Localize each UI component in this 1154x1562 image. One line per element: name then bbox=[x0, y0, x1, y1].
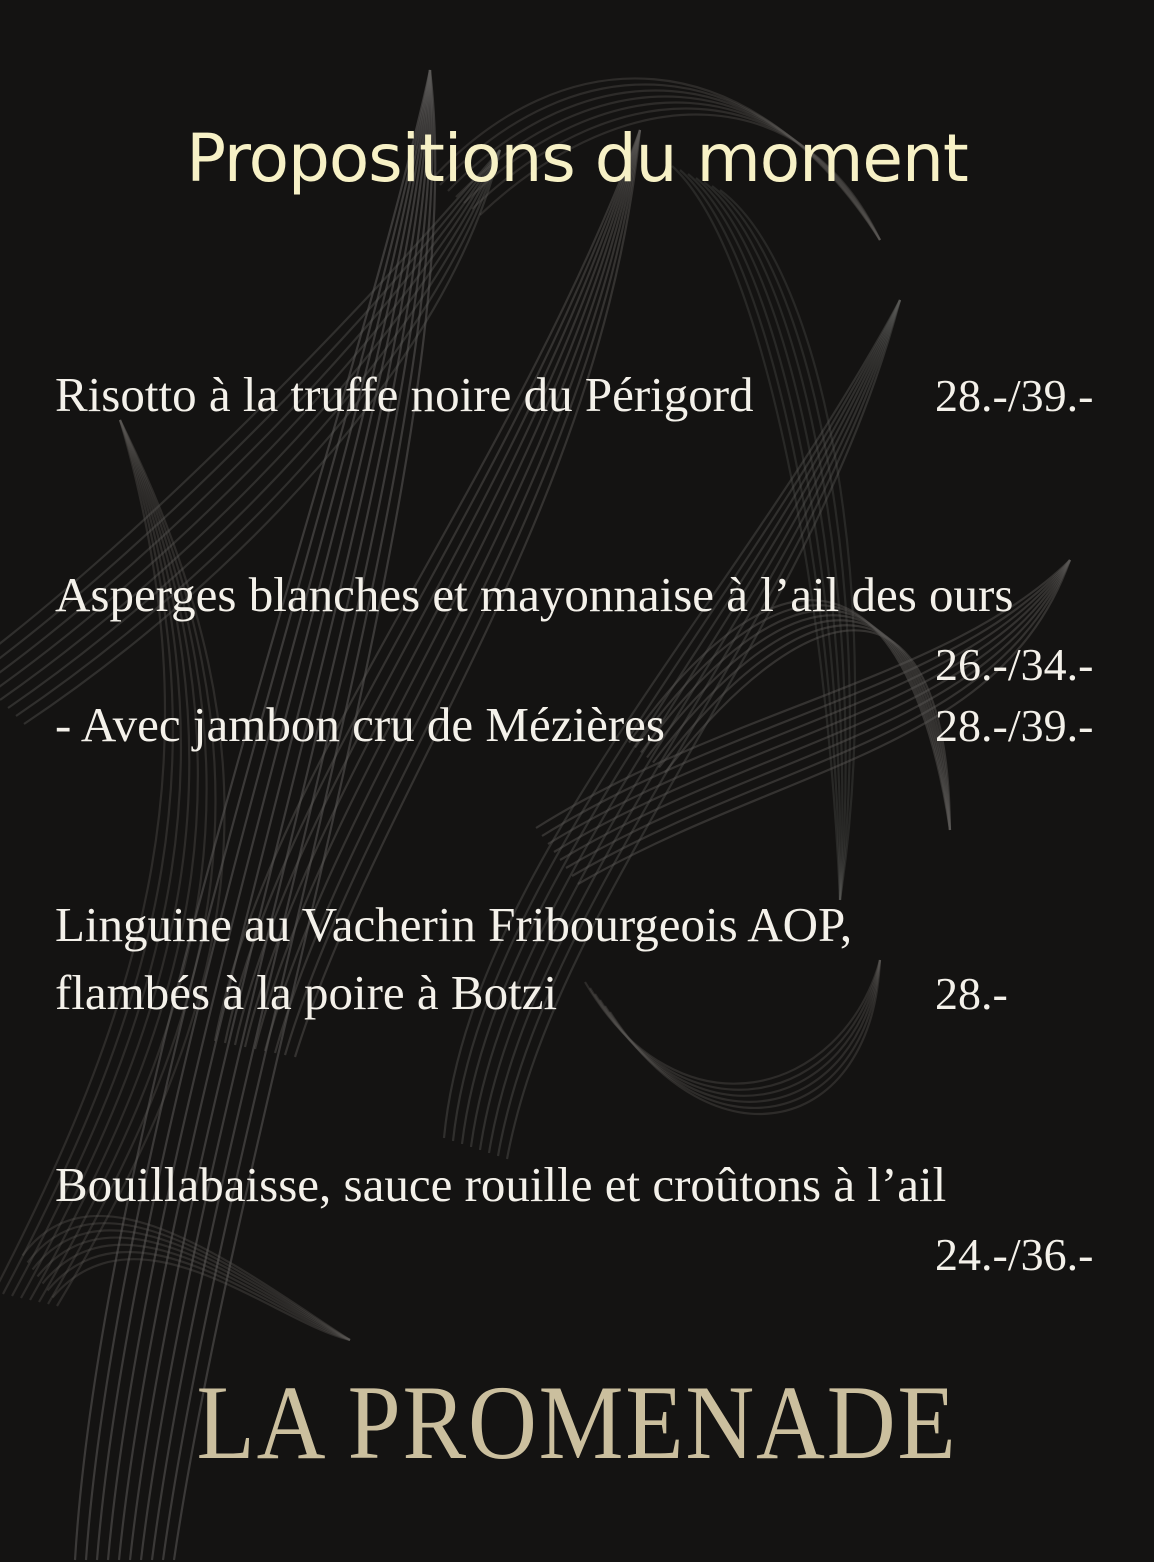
pattern-stroke bbox=[75, 70, 430, 1560]
page-title: Propositions du moment bbox=[186, 120, 968, 197]
menu-item-bouillabaisse-price: 24.-/36.- bbox=[935, 1229, 1094, 1280]
pattern-stroke bbox=[610, 960, 880, 1114]
pattern-stroke bbox=[152, 70, 431, 1560]
pattern-stroke bbox=[595, 960, 880, 1096]
restaurant-logo: LA PROMENADE bbox=[196, 1364, 958, 1481]
pattern-stroke bbox=[600, 960, 880, 1102]
menu-item-asperges-jambon: - Avec jambon cru de Mézières bbox=[55, 697, 665, 752]
pattern-stroke bbox=[86, 70, 430, 1560]
menu-item-linguine-line2: flambés à la poire à Botzi bbox=[55, 965, 558, 1020]
menu-item-asperges: Asperges blanches et mayonnaise à l’ail des ours bbox=[55, 567, 1014, 622]
pattern-stroke bbox=[605, 960, 880, 1108]
pattern-stroke bbox=[585, 960, 880, 1084]
pattern-stroke bbox=[97, 70, 430, 1560]
menu-item-bouillabaisse: Bouillabaisse, sauce rouille et croûtons à l’ail bbox=[55, 1157, 947, 1212]
menu-item-risotto-price: 28.-/39.- bbox=[935, 370, 1094, 421]
menu-item-asperges-price: 26.-/34.- bbox=[935, 639, 1094, 690]
menu-item-asperges-jambon-price: 28.-/39.- bbox=[935, 700, 1094, 751]
menu-item-linguine-price: 28.- bbox=[935, 968, 1008, 1019]
pattern-stroke bbox=[688, 174, 840, 900]
menu-item-linguine-line1: Linguine au Vacherin Fribourgeois AOP, bbox=[55, 897, 853, 952]
menu-item-risotto: Risotto à la truffe noire du Périgord bbox=[55, 367, 754, 422]
pattern-stroke bbox=[53, 1259, 351, 1340]
